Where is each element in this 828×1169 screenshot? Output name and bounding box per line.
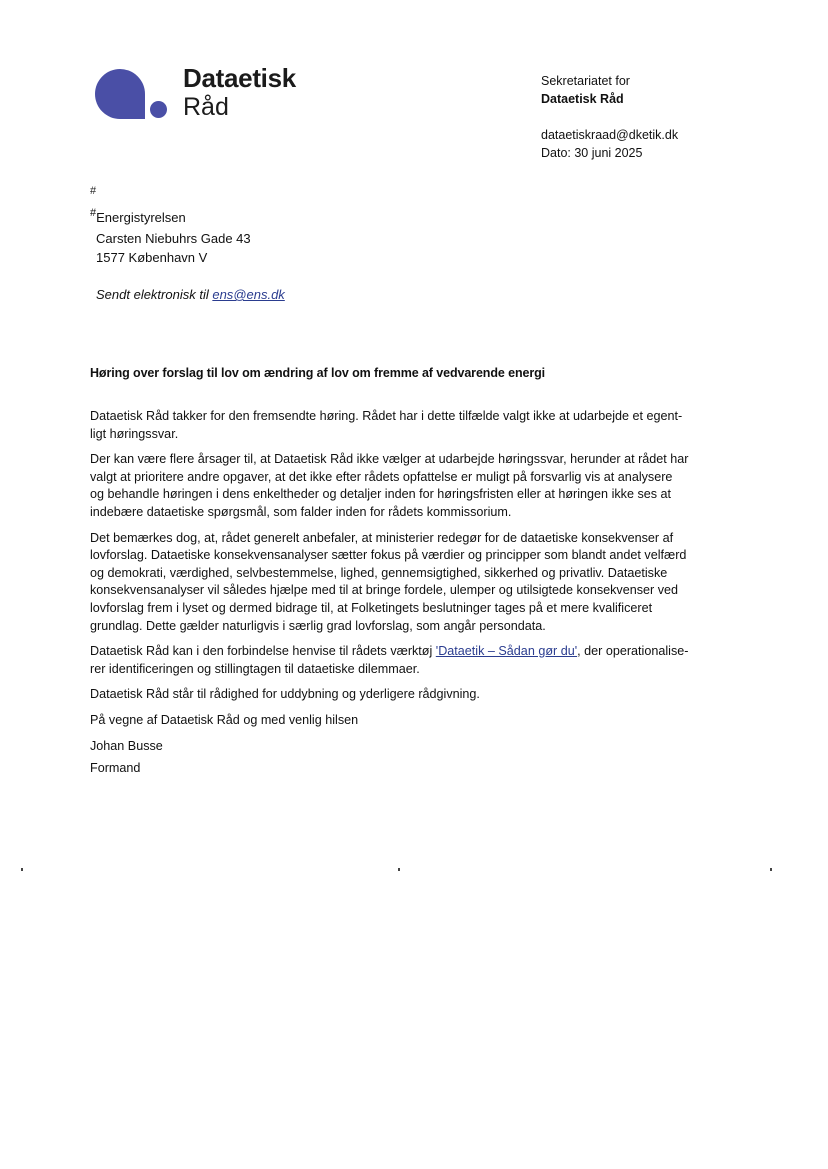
paragraph-2: Der kan være flere årsager til, at Dataetisk Råd ikke vælger at udarbejde høringssvar, herunder at rådet har valgt at prioritere andre opgaver, at det ikke efter rådets opfattelse er muligt på forsvarlig vis at analysere og behandle høringen i dens enkeltheder og detaljer inden for høringsfristen eller at høringen ikke ses at indebære dataetiske spørgsmål, som falder inden for rådets kommissorium.: [90, 452, 689, 519]
logo-text-raad: Råd: [183, 93, 229, 121]
paragraph-5: Dataetisk Råd står til rådighed for uddybning og yderligere rådgivning.: [90, 687, 480, 702]
paragraph-1: Dataetisk Råd takker for den fremsendte høring. Rådet har i dette tilfælde valgt ikke at udarbejde et egent- ligt høringssvar.: [90, 409, 683, 441]
dataetik-tool-link[interactable]: 'Dataetik – Sådan gør du': [435, 644, 578, 659]
speech-bubble-logo-icon: [95, 69, 145, 119]
logo-text-dataetisk: Dataetisk: [183, 63, 296, 93]
scan-speck: [21, 868, 23, 871]
recipient-email-link[interactable]: ens@ens.dk: [212, 287, 285, 302]
signature-block: [90, 738, 740, 778]
sender-block: [541, 72, 678, 162]
logo-dot-icon: [150, 101, 167, 118]
dataetisk-raad-logo: [95, 63, 335, 122]
sender-line: Sekretariatet for: [541, 74, 630, 88]
sent-electronically-note: Sendt elektronisk til ens@ens.dk: [96, 287, 285, 302]
signatory-title: Formand: [90, 761, 141, 776]
recipient-address: [90, 208, 251, 267]
sender-email: dataetiskraad@dketik.dk: [541, 128, 679, 142]
signatory-name: Johan Busse: [90, 738, 163, 753]
sender-organization: Dataetisk Råd: [541, 92, 624, 106]
scan-speck: [398, 868, 400, 871]
closing-line: På vegne af Dataetisk Råd og med venlig hilsen: [90, 712, 359, 727]
letter-subject: Høring over forslag til lov om ændring af lov om fremme af vedvarende energi: [90, 366, 546, 380]
scan-speck: [770, 868, 772, 871]
recipient-street: Carsten Niebuhrs Gade 43: [96, 231, 251, 246]
letter-body: [90, 408, 740, 778]
recipient-name: Energistyrelsen: [96, 210, 186, 225]
paragraph-4: Dataetisk Råd kan i den forbindelse henvise til rådets værktøj 'Dataetik – Sådan gør du', der operationalise- rer identificeringen og stillingtagen til dataetiske dilemmaer.: [90, 644, 689, 676]
recipient-city: 1577 København V: [96, 250, 208, 265]
field-marker: #: [90, 207, 97, 219]
letter-date: Dato: 30 juni 2025: [541, 146, 643, 160]
paragraph-3: Det bemærkes dog, at, rådet generelt anbefaler, at ministerier redegør for de dataetiske konsekvenser af lovforslag. Dataetiske konsekvensanalyser sætter fokus på værdier og principper som blandt andet velfærd og demokrati, værdighed, selvbestemmelse, lighed, gennemsigtighed, sikkerhed og privatliv. Dataetiske konsekvensanalyser vil således hjælpe med til at bringe fordele, ulemper og utilsigtede konsekvenser ved lovforslag frem i lyset og dermed bidrage til, at Folketingets beslutninger tages på et mere kvalificeret grundlag. Dette gælder naturligvis i særlig grad lovforslag, som angår persondata.: [90, 530, 687, 633]
field-marker: #: [90, 185, 97, 197]
